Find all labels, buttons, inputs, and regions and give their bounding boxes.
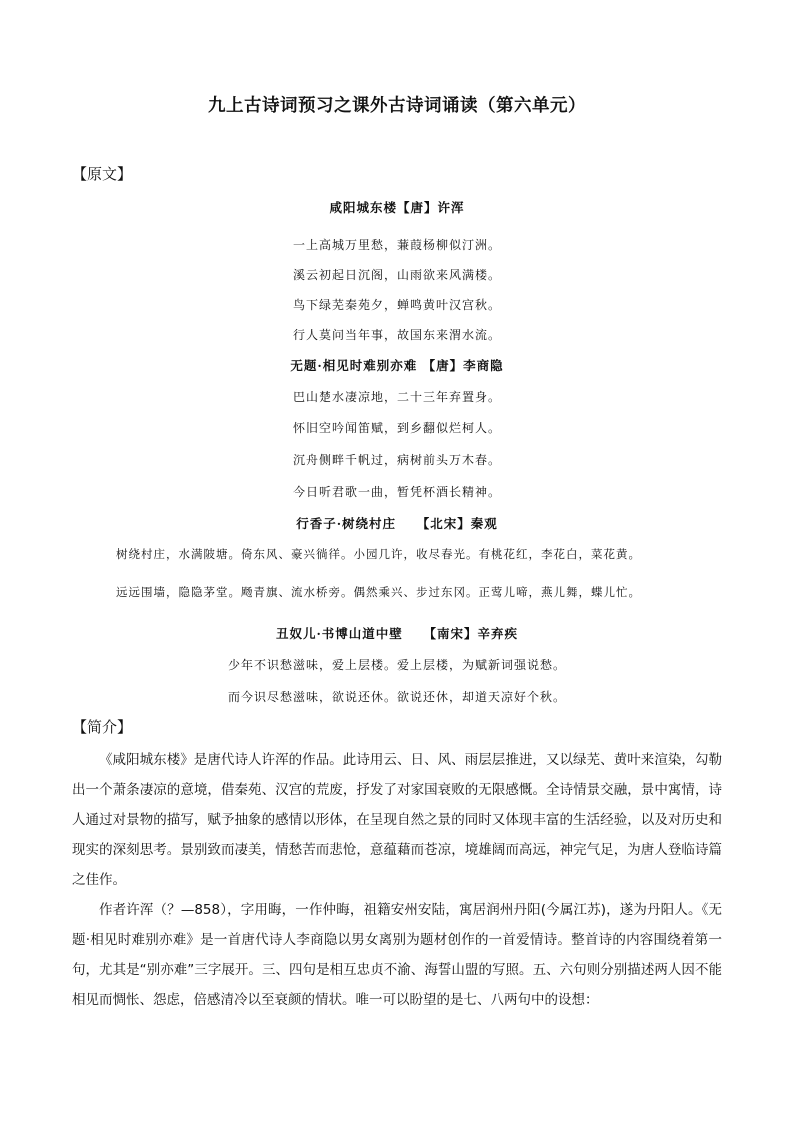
intro-text	[72, 745, 722, 1015]
poem-line: 行人莫问当年事，故国东来渭水流。	[292, 328, 501, 342]
poem-title: 无题·相见时难别亦难 【唐】李商隐	[290, 358, 504, 373]
poem-line: 少年不识愁滋味，爱上层楼。爱上层楼，为赋新词强说愁。	[227, 658, 566, 672]
section-intro-heading: 【简介】	[72, 718, 133, 736]
section-original-heading: 【原文】	[72, 165, 133, 183]
poem-line: 沉舟侧畔千帆过，病树前头万木春。	[292, 453, 501, 467]
intro-paragraph: 作者许浑（？—858），字用晦，一作仲晦，祖籍安州安陆，寓居润州丹阳(今属江苏)，遂为丹阳人。《无题·相见时难别亦难》是一首唐代诗人李商隐以男女离别为题材创作的一首爱情诗。整首诗的内容围绕着第一句，尤其是“别亦难”三字展开。三、四句是相互忠贞不渝、海誓山盟的写照。五、六句则分别描述两人因不能相见而惆怅、怨虑，倍感清冷以至衰颜的情状。唯一可以盼望的是七、八两句中的设想：	[72, 902, 722, 1008]
poem-line: 今日听君歌一曲，暂凭杯酒长精神。	[292, 485, 501, 499]
page-title: 九上古诗词预习之课外古诗词诵读（第六单元）	[208, 96, 586, 116]
poem-line: 而今识尽愁滋味，欲说还休。欲说还休，却道天凉好个秋。	[227, 690, 566, 704]
poem-title: 丑奴儿·书博山道中壁 【南宋】辛弃疾	[275, 626, 519, 641]
ci-line: 远远围墙，隐隐茅堂。飏青旗、流水桥旁。偶然乘兴、步过东冈。正莺儿啼，燕儿舞，蝶儿忙。	[116, 585, 641, 599]
ci-line: 树绕村庄，水满陂塘。倚东风、豪兴徜徉。小园几许，收尽春光。有桃花红，李花白，菜花黄。	[116, 547, 641, 561]
poem-title: 咸阳城东楼【唐】许浑	[329, 200, 465, 215]
poem-line: 巴山楚水凄凉地，二十三年弃置身。	[292, 390, 501, 404]
poem-line: 怀旧空吟闻笛赋，到乡翻似烂柯人。	[292, 421, 501, 435]
poem-line: 溪云初起日沉阁，山雨欲来风满楼。	[292, 268, 501, 282]
poem-line: 一上高城万里愁，蒹葭杨柳似汀洲。	[292, 238, 501, 252]
poem-line: 鸟下绿芜秦苑夕，蝉鸣黄叶汉宫秋。	[292, 298, 501, 312]
intro-paragraph: 《咸阳城东楼》是唐代诗人许浑的作品。此诗用云、日、风、雨层层推进，又以绿芜、黄叶来渲染，勾勒出一个萧条凄凉的意境，借秦苑、汉宫的荒废，抒发了对家国衰败的无限感慨。全诗情景交融，景中寓情，诗人通过对景物的描写，赋予抽象的感情以形体，在呈现自然之景的同时又体现丰富的生活经验，以及对历史和现实的深刻思考。景别致而凄美，情愁苦而悲怆，意蕴藉而苍凉，境雄阔而高远，神完气足，为唐人登临诗篇之佳作。	[72, 752, 722, 888]
poem-title: 行香子·树绕村庄 【北宋】秦观	[296, 516, 498, 531]
